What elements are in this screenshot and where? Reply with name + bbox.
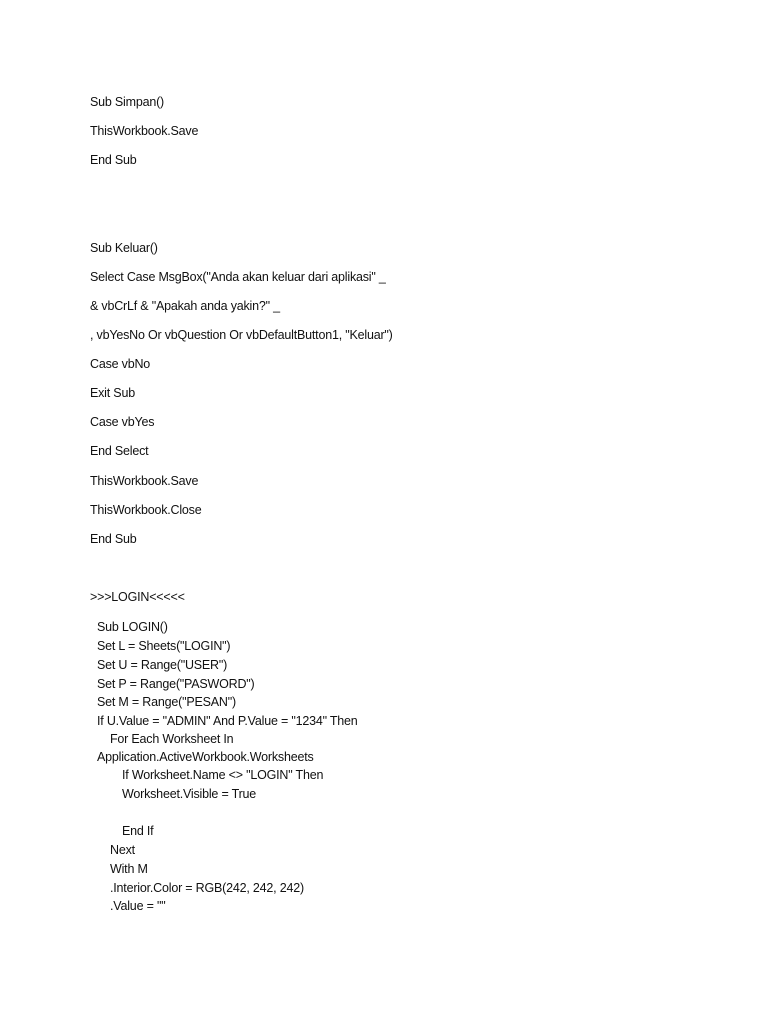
code-line: Next (110, 843, 135, 857)
code-line: Set L = Sheets("LOGIN") (97, 639, 231, 653)
section-heading: >>>LOGIN<<<<< (90, 590, 185, 604)
code-line: ThisWorkbook.Save (90, 124, 199, 138)
code-line: Sub Simpan() (90, 95, 165, 109)
code-line: Sub Keluar() (90, 241, 158, 255)
code-line: ThisWorkbook.Save (90, 474, 199, 488)
code-line: Case vbYes (90, 415, 155, 429)
code-line: With M (110, 862, 148, 876)
code-line: End If (122, 824, 154, 838)
code-line: Exit Sub (90, 386, 135, 400)
code-line: Sub LOGIN() (97, 620, 168, 634)
code-line: End Sub (90, 532, 137, 546)
code-line: For Each Worksheet In (110, 732, 234, 746)
code-line: & vbCrLf & "Apakah anda yakin?" _ (90, 299, 280, 313)
code-line: .Value = "" (110, 899, 166, 913)
code-line: ThisWorkbook.Close (90, 503, 202, 517)
code-line: End Select (90, 444, 149, 458)
code-line: Application.ActiveWorkbook.Worksheets (97, 750, 314, 764)
code-line: Set U = Range("USER") (97, 658, 228, 672)
code-line: If Worksheet.Name <> "LOGIN" Then (122, 768, 324, 782)
code-line: End Sub (90, 153, 137, 167)
code-line: If U.Value = "ADMIN" And P.Value = "1234" Then (97, 714, 358, 728)
code-line: .Interior.Color = RGB(242, 242, 242) (110, 881, 304, 895)
code-line: Set P = Range("PASWORD") (97, 677, 255, 691)
code-line: Worksheet.Visible = True (122, 787, 257, 801)
code-line: , vbYesNo Or vbQuestion Or vbDefaultButton1, "Keluar") (90, 328, 393, 342)
code-line: Select Case MsgBox("Anda akan keluar dari aplikasi" _ (90, 270, 386, 284)
code-line: Case vbNo (90, 357, 151, 371)
code-line: Set M = Range("PESAN") (97, 695, 236, 709)
